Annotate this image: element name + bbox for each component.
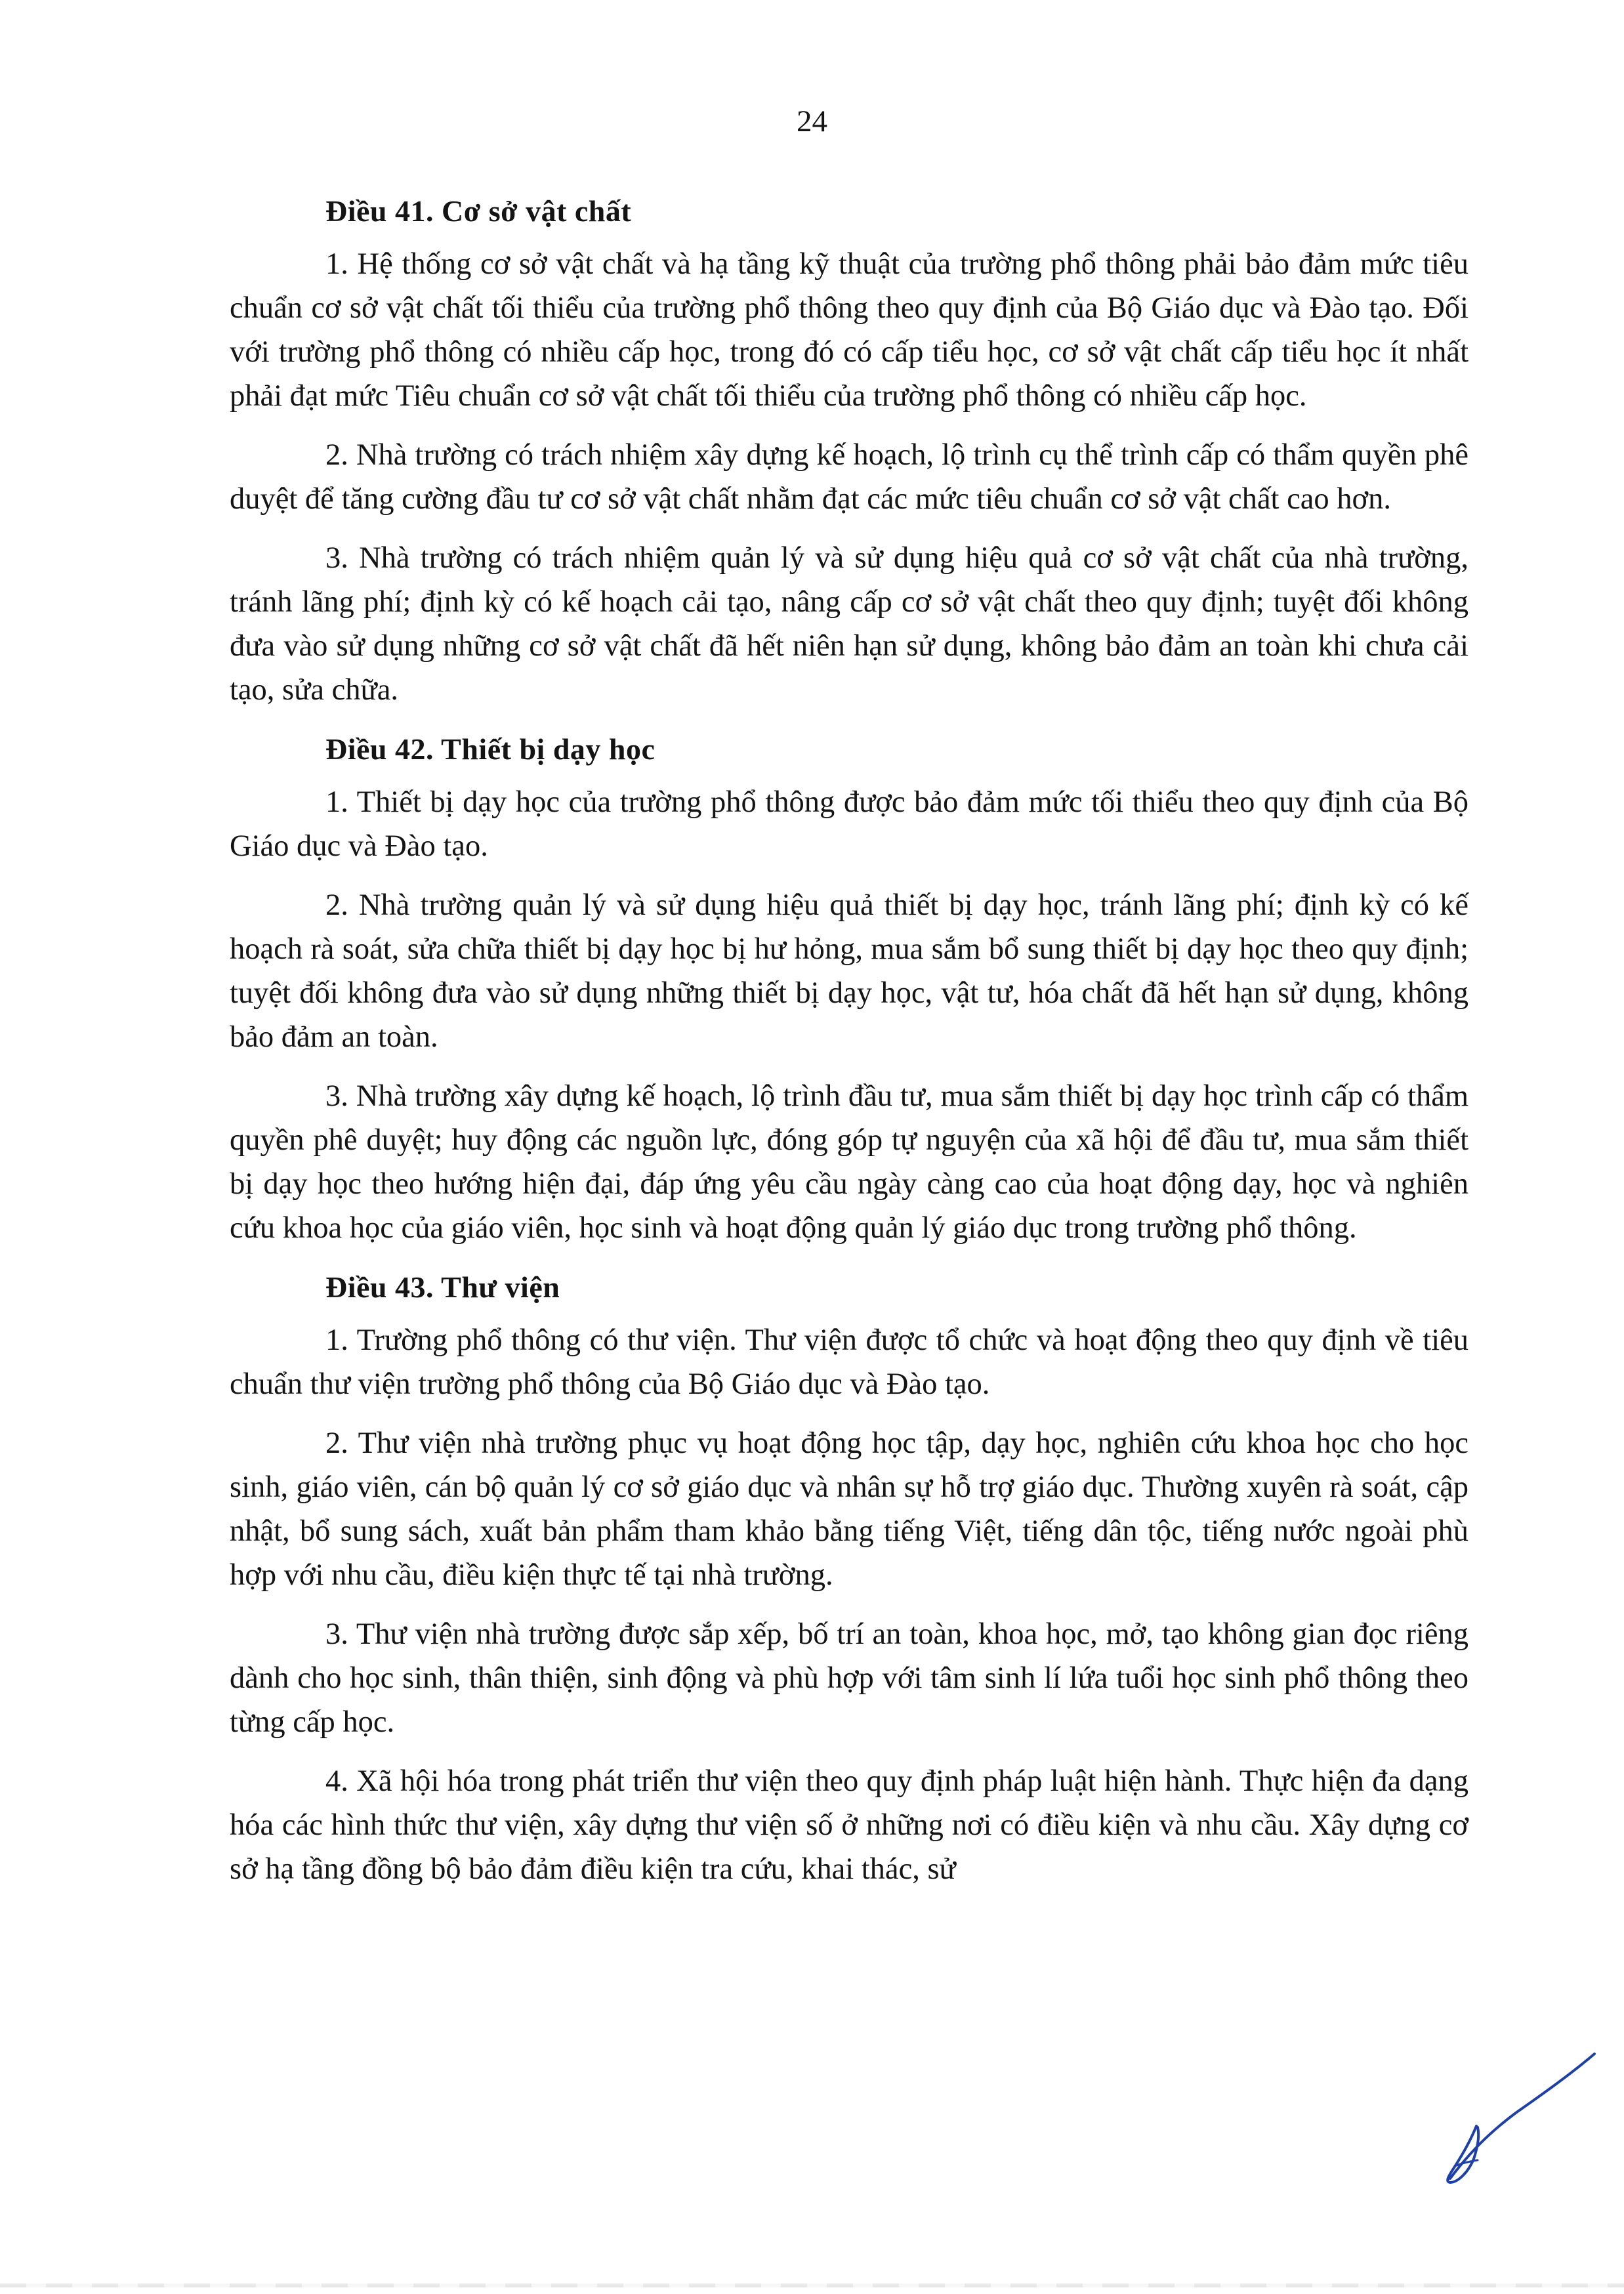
article-paragraph: 4. Xã hội hóa trong phát triển thư viện theo quy định pháp luật hiện hành. Thực hiện đa dạng hóa các hình thức thư viện, xây dựng thư viện số ở những nơi có điều kiện và nhu cầu. Xây dựng cơ sở hạ tầng đồng bộ bảo đảm điều kiện tra cứu, khai thác, sử <box>230 1764 1468 1886</box>
article-heading: Điều 41. Cơ sở vật chất <box>325 194 632 228</box>
document-body <box>230 189 1468 1906</box>
article-heading: Điều 43. Thư viện <box>325 1270 560 1304</box>
article-paragraph: 1. Trường phổ thông có thư viện. Thư viện được tổ chức và hoạt động theo quy định về tiêu chuẩn thư viện trường phổ thông của Bộ Giáo dục và Đào tạo. <box>230 1324 1468 1401</box>
article-43 <box>230 1265 1468 1891</box>
article-paragraph: 2. Thư viện nhà trường phục vụ hoạt động học tập, dạy học, nghiên cứu khoa học cho học sinh, giáo viên, cán bộ quản lý cơ sở giáo dục và nhân sự hỗ trợ giáo dục. Thường xuyên rà soát, cập nhật, bổ sung sách, xuất bản phẩm tham khảo bằng tiếng Việt, tiếng dân tộc, tiếng nước ngoài phù hợp với nhu cầu, điều kiện thực tế tại nhà trường. <box>230 1427 1468 1592</box>
article-41 <box>230 189 1468 712</box>
article-heading: Điều 42. Thiết bị dạy học <box>325 732 656 766</box>
article-paragraph: 3. Thư viện nhà trường được sắp xếp, bố trí an toàn, khoa học, mở, tạo không gian đọc riêng dành cho học sinh, thân thiện, sinh động và phù hợp với tâm sinh lí lứa tuổi học sinh phổ thông theo từng cấp học. <box>230 1617 1468 1739</box>
page-number: 24 <box>797 104 827 138</box>
article-paragraph: 1. Hệ thống cơ sở vật chất và hạ tầng kỹ thuật của trường phổ thông phải bảo đảm mức tiêu chuẩn cơ sở vật chất tối thiểu của trường phổ thông theo quy định của Bộ Giáo dục và Đào tạo. Đối với trường phổ thông có nhiều cấp học, trong đó có cấp tiểu học, cơ sở vật chất cấp tiểu học ít nhất phải đạt mức Tiêu chuẩn cơ sở vật chất tối thiểu của trường phổ thông có nhiều cấp học. <box>230 247 1468 413</box>
article-42 <box>230 727 1468 1250</box>
article-paragraph: 3. Nhà trường có trách nhiệm quản lý và sử dụng hiệu quả cơ sở vật chất của nhà trường, tránh lãng phí; định kỳ có kế hoạch cải tạo, nâng cấp cơ sở vật chất theo quy định; tuyệt đối không đưa vào sử dụng những cơ sở vật chất đã hết niên hạn sử dụng, không bảo đảm an toàn khi chưa cải tạo, sửa chữa. <box>230 541 1468 707</box>
article-paragraph: 2. Nhà trường quản lý và sử dụng hiệu quả thiết bị dạy học, tránh lãng phí; định kỳ có kế hoạch rà soát, sửa chữa thiết bị dạy học bị hư hỏng, mua sắm bổ sung thiết bị dạy học theo quy định; tuyệt đối không đưa vào sử dụng những thiết bị dạy học, vật tư, hóa chất đã hết hạn sử dụng, không bảo đảm an toàn. <box>230 888 1468 1054</box>
initial-signature-icon <box>1430 2047 1601 2192</box>
scan-edge <box>0 2284 1624 2287</box>
article-paragraph: 3. Nhà trường xây dựng kế hoạch, lộ trình đầu tư, mua sắm thiết bị dạy học trình cấp có thẩm quyền phê duyệt; huy động các nguồn lực, đóng góp tự nguyện của xã hội để đầu tư, mua sắm thiết bị dạy học theo hướng hiện đại, đáp ứng yêu cầu ngày càng cao của hoạt động dạy, học và nghiên cứu khoa học của giáo viên, học sinh và hoạt động quản lý giáo dục trong trường phổ thông. <box>230 1079 1468 1245</box>
article-paragraph: 2. Nhà trường có trách nhiệm xây dựng kế hoạch, lộ trình cụ thể trình cấp có thẩm quyền phê duyệt để tăng cường đầu tư cơ sở vật chất nhằm đạt các mức tiêu chuẩn cơ sở vật chất cao hơn. <box>230 438 1468 516</box>
article-paragraph: 1. Thiết bị dạy học của trường phổ thông được bảo đảm mức tối thiểu theo quy định của Bộ Giáo dục và Đào tạo. <box>230 785 1468 863</box>
